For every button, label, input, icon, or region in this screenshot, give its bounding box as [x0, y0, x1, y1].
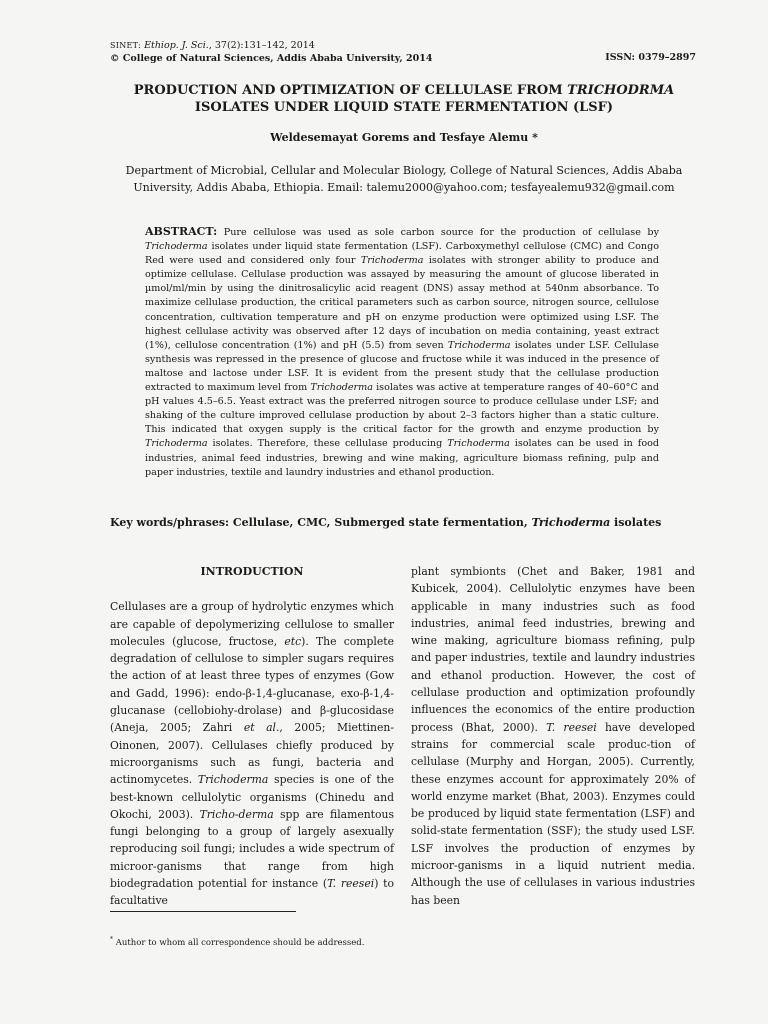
body-text: Cellulases are a group of hydrolytic enzymes which are capable of depolymerizing cellulose to smaller molecules (glucose, fructose, — [110, 600, 394, 648]
abstract-label: ABSTRACT: — [145, 225, 218, 238]
right-column — [411, 563, 695, 909]
footnote-text: Author to whom all correspondence should be addressed. — [113, 937, 365, 948]
abstract-italic: Trichoderma — [145, 241, 208, 253]
abstract-text: Pure cellulose was used as sole carbon source for the production of cellulase by — [217, 227, 659, 238]
body-text: species is one of the best-known cellulolytic organisms (Chinedu and Okochi, 2003). — [110, 773, 395, 821]
body-italic: T. reesei — [546, 720, 597, 734]
body-text: spp are filamentous fungi belonging to a group of largely asexually reproducing soil fungi; includes a wide spectrum of microor-ganisms that range from high biodegradation potential for instance ( — [110, 807, 395, 891]
left-column — [110, 563, 394, 910]
body-text: ). The complete degradation of cellulose to simpler sugars requires the action of at least three types of enzymes (Gow and Gadd, 1996): endo-β-1,4-glucanase, exo-β-1,4-glucanase (cellobiohy-drolase) and β-glucosidase (Aneja, 2005; Zahri — [110, 634, 394, 735]
intro-paragraph-continued — [411, 563, 695, 909]
abstract-italic: Trichoderma — [145, 438, 208, 450]
authors: Weldesemayat Gorems and Tesfaye Alemu * — [270, 131, 538, 144]
paper-title — [110, 82, 698, 116]
keywords-text: Key words/phrases: Cellulase, CMC, Submerged state fermentation, — [110, 516, 532, 529]
keywords — [110, 516, 698, 529]
title-line1: PRODUCTION AND OPTIMIZATION OF CELLULASE FROM — [133, 83, 568, 98]
body-italic: et al. — [243, 721, 280, 735]
abstract-text: isolates was active at temperature ranges of 40–60°C and pH values 4.5–6.5. Yeast extract was the preferred nitrogen source to produce cellulase under LSF; and shaking of the culture improved cellulase production by about 2–3 factors higher than a static culture. This indicated that oxygen supply is the critical factor for the growth and enzyme production by — [145, 382, 659, 436]
running-header — [110, 39, 432, 65]
abstract-italic: Trichoderma — [447, 339, 511, 351]
affiliation-line2: University, Addis Ababa, Ethiopia. Email: talemu2000@yahoo.com; tesfayealemu932@gmail.com — [133, 181, 675, 194]
issn: ISSN: 0379–2897 — [605, 52, 696, 63]
abstract-text: isolates can be used in food industries, animal feed industries, brewing and wine making, agriculture biomass refining, pulp and paper industries, textile and laundry industries and ethanol production. — [145, 438, 660, 478]
copyright-line: © College of Natural Sciences, Addis Ababa University, 2014 — [110, 53, 433, 64]
title-line2: ISOLATES UNDER LIQUID STATE FERMENTATION (LSF) — [194, 100, 614, 115]
body-text: ) to facultative — [110, 877, 394, 908]
body-text: have developed strains for commercial scale produc-tion of cellulase (Murphy and Horgan, 2005). Currently, these enzymes account for approximately 20% of world enzyme market (Bhat, 2003). Enzymes could be produced by liquid state fermentation (LSF) and solid-state fermentation (SSF); the study used LSF. LSF involves the production of enzymes by microor-ganisms in a liquid nutrient media. Although the use of cellulases in various industries has been — [411, 720, 695, 907]
abstract-italic: Trichoderma — [360, 255, 424, 267]
abstract — [145, 225, 659, 480]
title-italic: TRICHODRMA — [567, 83, 675, 98]
body-italic: Tricho-derma — [199, 807, 274, 821]
volume-pages: , 37(2):131–142, 2014 — [208, 40, 315, 51]
journal-citation — [110, 39, 432, 52]
abstract-text: isolates with stronger ability to produce and optimize cellulase. Cellulase production was assayed by measuring the amount of glucose liberated in µmol/ml/min by using the dinitrosalicylic acid reagent (DNS) assay method at 540nm absorbance. To maximize cellulase production, the critical parameters such as carbon source, nitrogen source, cellulose concentration, cultivation temperature and pH on enzyme production were optimized using LSF. The highest cellulase activity was observed after 12 days of incubation on media containing, yeast extract (1%), cellulose concentration (1%) and pH (5.5) from seven — [145, 255, 659, 351]
footnote-rule — [110, 911, 296, 912]
journal-name: Ethiop. J. Sci. — [144, 40, 209, 51]
affiliation-line1: Department of Microbial, Cellular and Molecular Biology, College of Natural Sciences, Addis Ababa — [125, 164, 683, 177]
abstract-italic: Trichoderma — [447, 438, 510, 450]
abstract-italic: Trichoderma — [310, 382, 373, 394]
journal-prefix: SINET: — [110, 41, 142, 50]
abstract-text: isolates under liquid state fermentation (LSF). Carboxymethyl cellulose (CMC) and Congo Red were used and considered only four — [145, 241, 659, 267]
abstract-text: isolates. Therefore, these cellulase producing — [207, 438, 448, 450]
keywords-text: isolates — [610, 516, 662, 529]
body-text: , 2005; Miettinen-Oinonen, 2007). Cellulases chiefly produced by microorganisms such as fungi, bacteria and actinomycetes. — [110, 721, 394, 787]
intro-paragraph — [110, 598, 394, 909]
body-text: plant symbionts (Chet and Baker, 1981 and Kubicek, 2004). Cellulolytic enzymes have been applicable in many industries such as food industries, animal feed industries, brewing and wine making, agriculture biomass refining, pulp and paper industries, textile and laundry industries and ethanol production. However, the cost of cellulase production and optimization profoundly influences the economics of the entire production process (Bhat, 2000). — [411, 565, 695, 734]
body-italic: T. reesei — [327, 877, 375, 891]
body-italic: etc — [284, 634, 302, 648]
abstract-text: isolates under LSF. Cellulase synthesis was repressed in the presence of glucose and fructose while it was induced in the presence of maltose and lactose under LSF. It is evident from the present study that the cellulase production extracted to maximum level from — [145, 339, 659, 394]
section-heading: INTRODUCTION — [200, 565, 304, 578]
affiliation — [118, 162, 690, 196]
body-italic: Trichoderma — [197, 773, 269, 787]
keywords-italic: Trichoderma — [531, 516, 611, 529]
footnote-mark: * — [110, 936, 113, 943]
footnote — [110, 936, 364, 948]
